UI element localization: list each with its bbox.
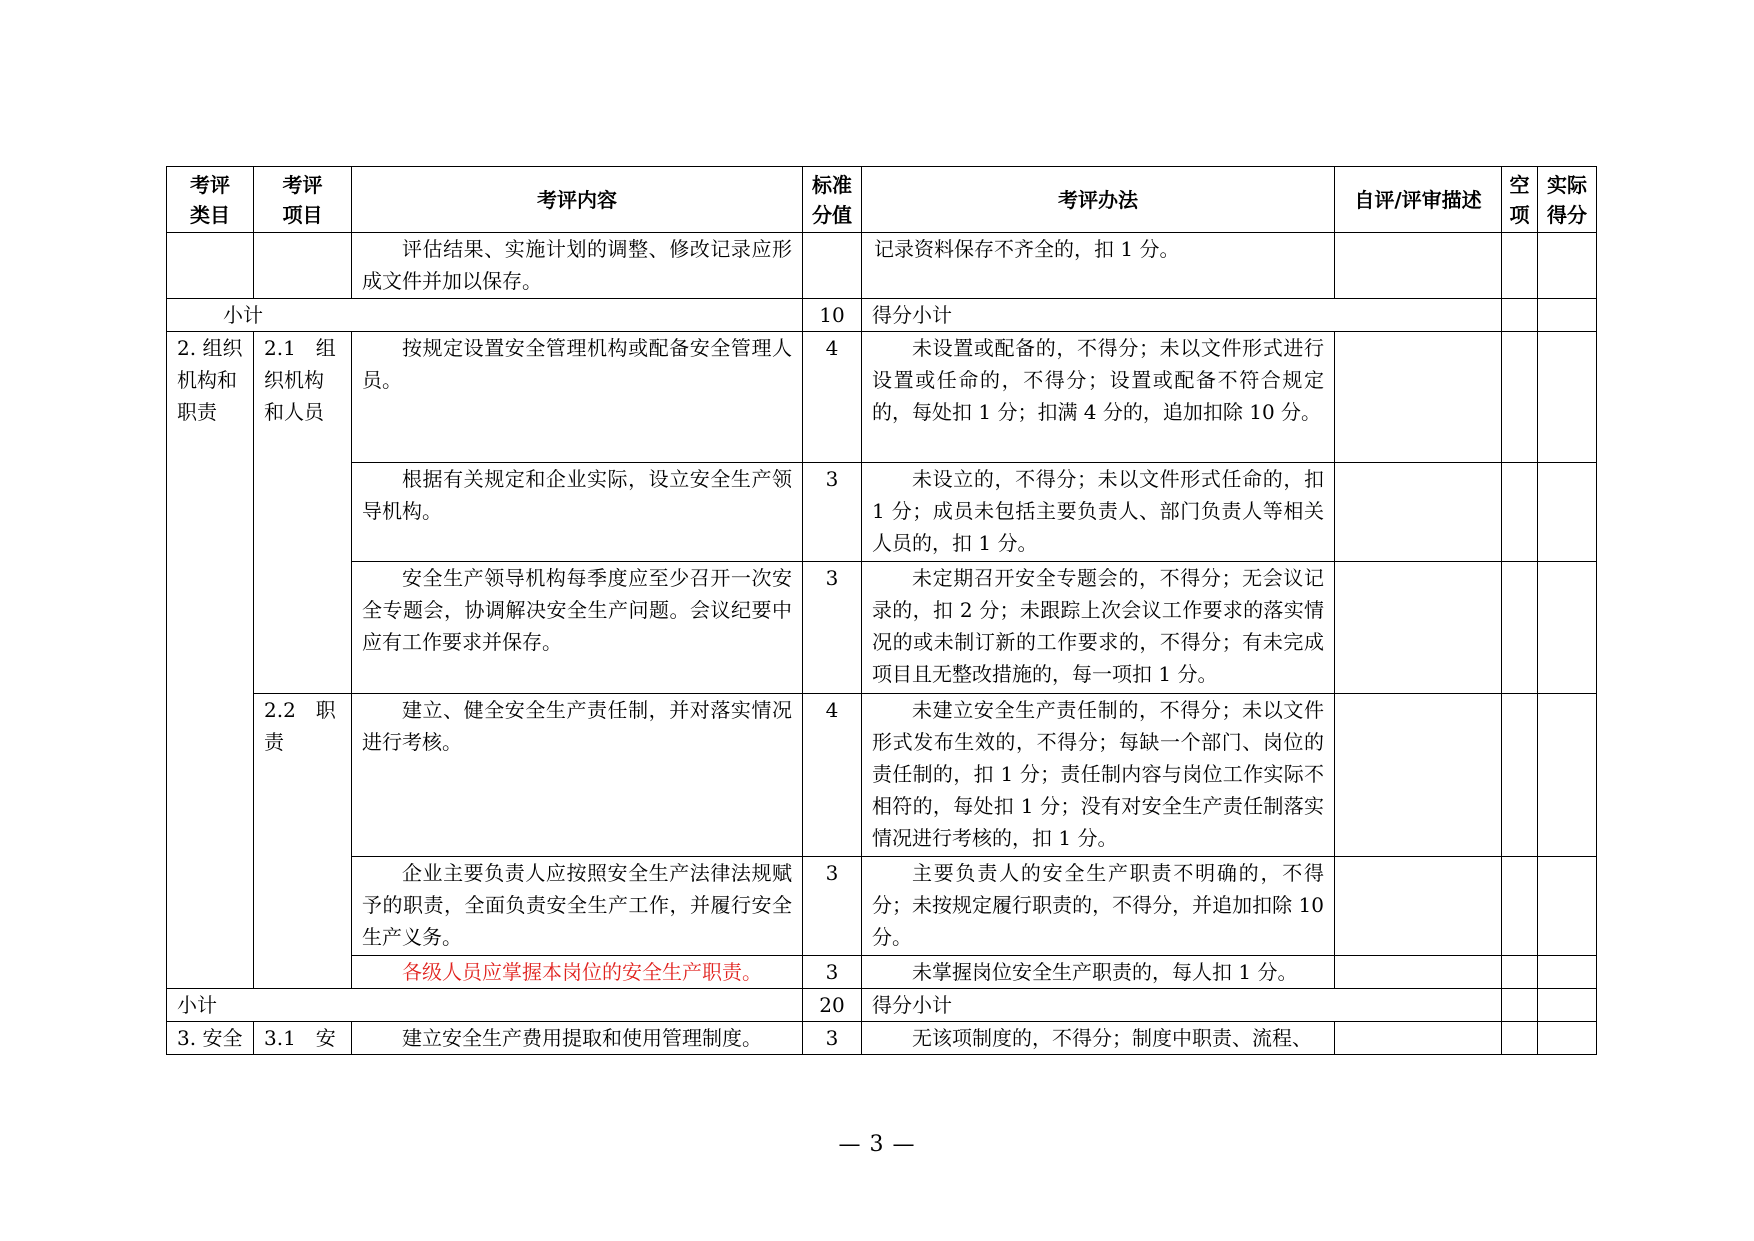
subtotal-label: 小计 [167, 989, 803, 1022]
table-row [167, 463, 1597, 562]
evaluation-table [166, 166, 1597, 1055]
score-cell: 3 [803, 956, 862, 989]
evaluation-table-container [166, 166, 1597, 1055]
actual-score-cell [1538, 694, 1597, 857]
table-row [167, 694, 1597, 857]
header-row [167, 167, 1597, 233]
category-cell: 3. 安全 [167, 1022, 254, 1055]
method-cell: 记录资料保存不齐全的，扣 1 分。 [862, 233, 1335, 299]
description-cell [1335, 694, 1502, 857]
header-standard-score: 标准 分值 [803, 167, 862, 233]
header-item: 考评 项目 [254, 167, 352, 233]
description-cell [1335, 562, 1502, 694]
score-cell: 4 [803, 332, 862, 463]
actual-score-cell [1538, 989, 1597, 1022]
header-content: 考评内容 [352, 167, 803, 233]
header-category: 考评 类目 [167, 167, 254, 233]
score-cell: 3 [803, 1022, 862, 1055]
method-cell: 未设置或配备的，不得分；未以文件形式进行设置或任命的，不得分；设置或配备不符合规定的，每处扣 1 分；扣满 4 分的，追加扣除 10 分。 [862, 332, 1335, 463]
content-cell: 企业主要负责人应按照安全生产法律法规赋予的职责，全面负责安全生产工作，并履行安全生产义务。 [352, 857, 803, 956]
actual-score-cell [1538, 956, 1597, 989]
table-row [167, 562, 1597, 694]
category-cell [167, 233, 254, 299]
content-cell: 根据有关规定和企业实际，设立安全生产领导机构。 [352, 463, 803, 562]
empty-cell [1502, 694, 1538, 857]
content-cell: 建立安全生产费用提取和使用管理制度。 [352, 1022, 803, 1055]
actual-score-cell [1538, 332, 1597, 463]
item-cell [254, 233, 352, 299]
actual-score-cell [1538, 1022, 1597, 1055]
content-cell: 评估结果、实施计划的调整、修改记录应形成文件并加以保存。 [352, 233, 803, 299]
description-cell [1335, 857, 1502, 956]
empty-cell [1502, 299, 1538, 332]
category-cell: 2. 组织机构和职责 [167, 332, 254, 989]
description-cell [1335, 332, 1502, 463]
subtotal-label: 小计 [167, 299, 803, 332]
actual-score-cell [1538, 857, 1597, 956]
item-cell: 3.1 安 [254, 1022, 352, 1055]
header-description: 自评/评审描述 [1335, 167, 1502, 233]
table-row [167, 233, 1597, 299]
content-cell-highlighted: 各级人员应掌握本岗位的安全生产职责。 [352, 956, 803, 989]
subtotal-score: 20 [803, 989, 862, 1022]
table-row [167, 956, 1597, 989]
subtotal-score-label: 得分小计 [862, 299, 1502, 332]
header-actual-score: 实际 得分 [1538, 167, 1597, 233]
table-row [167, 857, 1597, 956]
method-cell: 未掌握岗位安全生产职责的，每人扣 1 分。 [862, 956, 1335, 989]
method-cell: 未定期召开安全专题会的，不得分；无会议记录的，扣 2 分；未跟踪上次会议工作要求的落实情况的或未制订新的工作要求的，不得分；有未完成项目且无整改措施的，每一项扣 1 分。 [862, 562, 1335, 694]
empty-cell [1502, 463, 1538, 562]
method-cell: 主要负责人的安全生产职责不明确的，不得分；未按规定履行职责的，不得分，并追加扣除 10 分。 [862, 857, 1335, 956]
actual-score-cell [1538, 299, 1597, 332]
header-empty: 空 项 [1502, 167, 1538, 233]
actual-score-cell [1538, 233, 1597, 299]
empty-cell [1502, 233, 1538, 299]
table-row [167, 1022, 1597, 1055]
item-cell: 2.1 组织机构和人员 [254, 332, 352, 694]
score-cell [803, 233, 862, 299]
empty-cell [1502, 956, 1538, 989]
description-cell [1335, 956, 1502, 989]
empty-cell [1502, 1022, 1538, 1055]
empty-cell [1502, 989, 1538, 1022]
score-cell: 4 [803, 694, 862, 857]
content-cell: 建立、健全安全生产责任制，并对落实情况进行考核。 [352, 694, 803, 857]
empty-cell [1502, 562, 1538, 694]
table-row [167, 332, 1597, 463]
actual-score-cell [1538, 463, 1597, 562]
empty-cell [1502, 332, 1538, 463]
item-cell: 2.2 职责 [254, 694, 352, 989]
description-cell [1335, 1022, 1502, 1055]
score-cell: 3 [803, 857, 862, 956]
subtotal-score: 10 [803, 299, 862, 332]
description-cell [1335, 463, 1502, 562]
content-cell: 安全生产领导机构每季度应至少召开一次安全专题会，协调解决安全生产问题。会议纪要中应有工作要求并保存。 [352, 562, 803, 694]
method-cell: 无该项制度的，不得分；制度中职责、流程、 [862, 1022, 1335, 1055]
subtotal-row [167, 299, 1597, 332]
content-cell: 按规定设置安全管理机构或配备安全管理人员。 [352, 332, 803, 463]
actual-score-cell [1538, 562, 1597, 694]
score-cell: 3 [803, 463, 862, 562]
header-method: 考评办法 [862, 167, 1335, 233]
empty-cell [1502, 857, 1538, 956]
score-cell: 3 [803, 562, 862, 694]
subtotal-row [167, 989, 1597, 1022]
method-cell: 未设立的，不得分；未以文件形式任命的，扣 1 分；成员未包括主要负责人、部门负责人等相关人员的，扣 1 分。 [862, 463, 1335, 562]
page-number: — 3 — [838, 1132, 916, 1157]
subtotal-score-label: 得分小计 [862, 989, 1502, 1022]
description-cell [1335, 233, 1502, 299]
method-cell: 未建立安全生产责任制的，不得分；未以文件形式发布生效的，不得分；每缺一个部门、岗位的责任制的，扣 1 分；责任制内容与岗位工作实际不相符的，每处扣 1 分；没有对安全生产责任制落实情况进行考核的，扣 1 分。 [862, 694, 1335, 857]
